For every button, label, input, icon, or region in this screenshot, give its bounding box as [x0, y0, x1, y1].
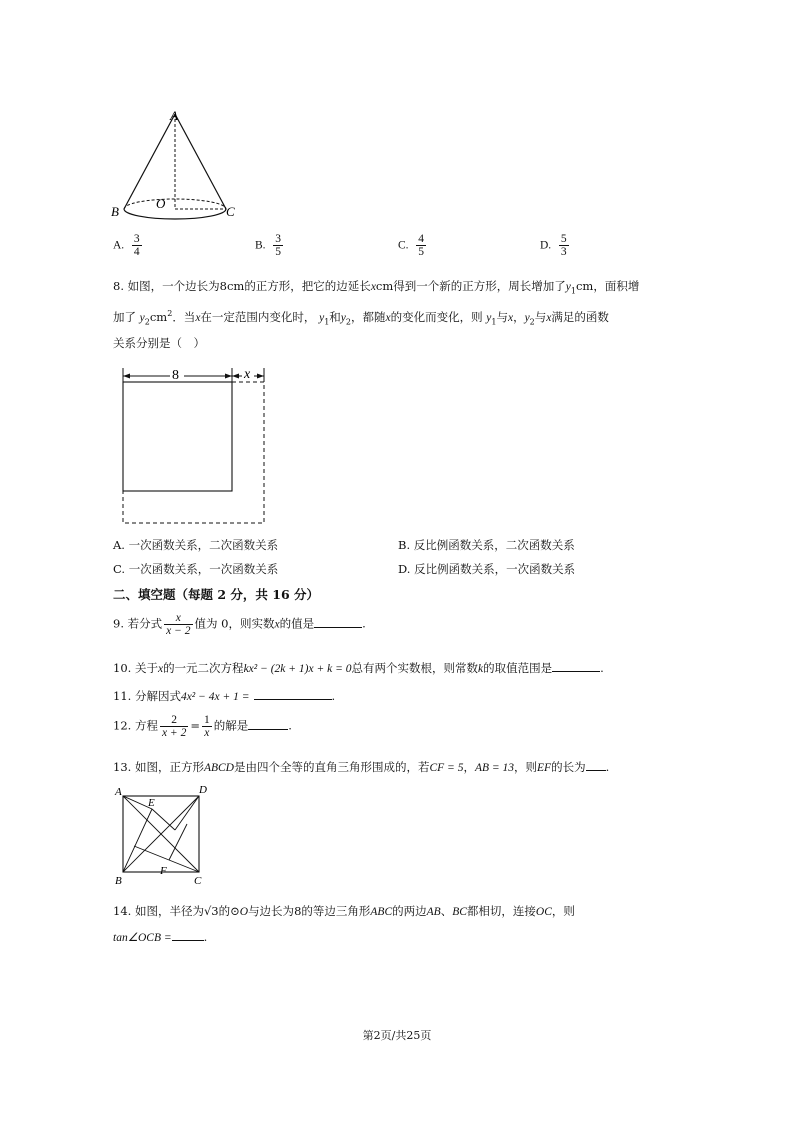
label-8: 8 [172, 368, 179, 383]
cone-figure [108, 104, 248, 224]
q11: 11. 分解因式4x² − 4x + 1 = . [113, 689, 336, 703]
extended-square [123, 382, 264, 523]
label-B: B [111, 204, 119, 219]
svg-text:B: B [115, 875, 122, 887]
q8-option-c: C. 一次函数关系，一次函数关系 [113, 562, 279, 576]
q11-answer-blank[interactable] [254, 699, 332, 700]
q13: 13. 如图，正方形ABCD是由四个全等的直角三角形围成的，若CF = 5，AB = 13，则EF的长为 . [113, 760, 610, 774]
q7-option-a: A. $\frac{3}{4}$ [113, 233, 140, 259]
section-heading: 二、填空题（每题 2 分，共 16 分） [113, 587, 320, 602]
q14-answer-blank[interactable] [172, 940, 204, 941]
q8-line1: 8. 如图，一个边长为8cm的正方形，把它的边延长xcm得到一个新的正方形，周长增加了$y_1cm$，面积增 [113, 279, 640, 296]
q14-line1: 14. 如图，半径为√3的⊙O与边长为8的等边三角形ABC的两边AB、BC都相切，连接OC，则 [113, 904, 575, 918]
q13-answer-blank[interactable] [586, 770, 606, 771]
svg-text:D: D [199, 784, 207, 796]
q8-option-b: B. 反比例函数关系，二次函数关系 [398, 538, 575, 552]
q8-line3: 关系分别是（ ） [113, 336, 205, 350]
pinwheel-square-figure [112, 782, 212, 890]
q12: 12. 方程 $\frac{2}{x + 2}$ = $\frac{1}{x}$ 的解是 . [113, 714, 292, 740]
q8-option-a: A. 一次函数关系，二次函数关系 [113, 538, 279, 552]
svg-text:A: A [115, 786, 122, 798]
label-A: A [170, 108, 178, 123]
q10-answer-blank[interactable] [552, 671, 600, 672]
cone-left-edge [124, 114, 175, 209]
label-O: O [156, 196, 166, 211]
svg-text:E: E [148, 797, 155, 809]
q7-option-c: C. $\frac{4}{5}$ [398, 233, 424, 259]
q7-option-d: D. $\frac{5}{3}$ [540, 233, 567, 259]
q14-line2: tan∠OCB = . [113, 930, 208, 944]
q7-option-b: B. $\frac{3}{5}$ [255, 233, 281, 259]
svg-text:F: F [160, 865, 167, 877]
q9: 9. 若分式 $\frac{x}{x - 2}$ 值为 0，则实数x的值是 . [113, 612, 366, 638]
label-x: x [244, 367, 251, 382]
q8-option-d: D. 反比例函数关系，一次函数关系 [398, 562, 576, 576]
original-square [123, 382, 232, 491]
cone-base-front [124, 209, 226, 219]
q10: 10. 关于x的一元二次方程kx² − (2k + 1)x + k = 0总有两个实数根，则常数k的取值范围是 . [113, 661, 604, 675]
svg-text:C: C [194, 875, 202, 887]
q12-answer-blank[interactable] [248, 729, 288, 730]
label-C: C [226, 204, 235, 219]
q9-answer-blank[interactable] [314, 627, 362, 628]
cone-right-edge [175, 114, 226, 209]
square-figure [118, 364, 270, 526]
page-footer: 第2页/共25页 [362, 1029, 432, 1042]
q8-line2: 加了 $y_2cm^2$．当x在一定范围内变化时， $y_1$和$y_2$，都随x的变化而变化，则 $y_1$与x，$y_2$与x满足的函数 [113, 309, 609, 327]
